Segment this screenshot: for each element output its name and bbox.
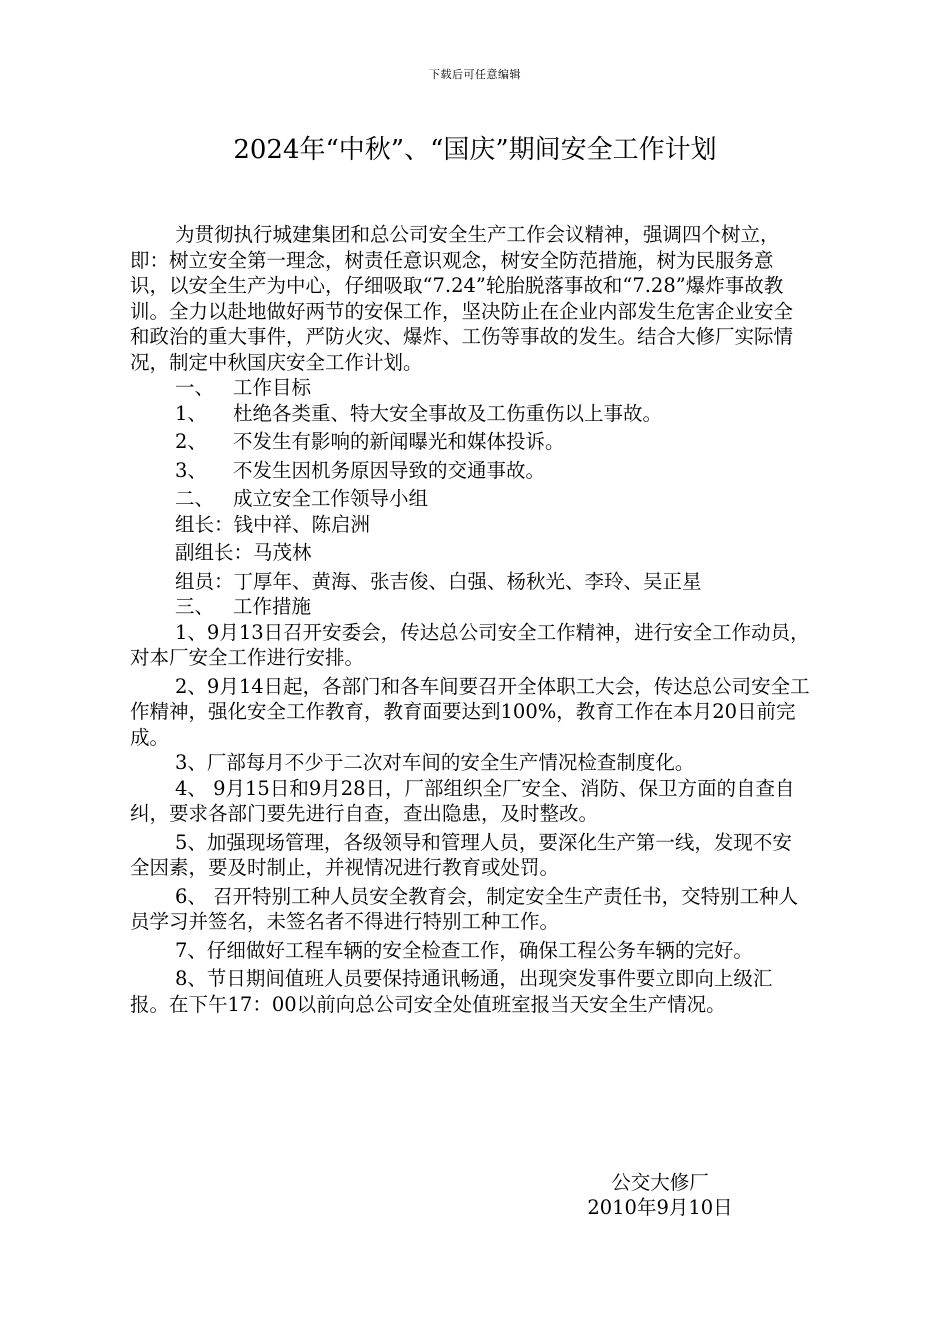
group-leader: 组长：钱中祥、陈启洲 [175, 512, 371, 536]
group-deputy: 副组长：马茂林 [175, 541, 312, 564]
section-title: 工作措施 [233, 595, 312, 618]
measure-item: 4、 9月15日和9月28日，厂部组织全厂安全、消防、保卫方面的自查自纠，要求各部门要先进行自查，查出隐患，及时整改。 [130, 776, 795, 825]
goal-number: 3、 [175, 458, 207, 482]
goal-number: 2、 [175, 430, 207, 453]
measure-item: 6、 召开特别工种人员安全教育会，制定安全生产责任书，交特别工种人员学习并签名，未签名者不得进行特别工种工作。 [130, 884, 799, 933]
section-number: 二、 [175, 487, 215, 510]
section-number: 三、 [175, 595, 215, 618]
signature-block [540, 1170, 780, 1220]
measure-item: 5、加强现场管理，各级领导和管理人员，要深化生产第一线，发现不安全因素，要及时制止，并视情况进行教育或处罚。 [130, 830, 792, 879]
goal-item [130, 401, 810, 427]
section-2-heading [130, 486, 810, 512]
goal-item [130, 429, 810, 455]
section-3-heading [130, 594, 810, 620]
measure-item: 1、9月13日召开安委会，传达总公司安全工作精神，进行安全工作动员，对本厂安全工作进行安排。 [130, 620, 810, 669]
group-members: 组员：丁厚年、黄海、张吉俊、白强、杨秋光、李玲、吴正星 [175, 569, 702, 593]
measure-item: 8、节日期间值班人员要保持通讯畅通，出现突发事件要立即向上级汇报。在下午17：00以前向总公司安全处值班室报当天安全生产情况。 [130, 967, 773, 1016]
goal-text: 杜绝各类重、特大安全事故及工伤重伤以上事故。 [233, 401, 663, 425]
goal-text: 不发生有影响的新闻曝光和媒体投诉。 [233, 430, 565, 453]
section-1-heading [130, 375, 810, 401]
section-title: 成立安全工作领导小组 [233, 487, 429, 510]
goal-text: 不发生因机务原因导致的交通事故。 [233, 458, 546, 482]
document-title: 2024年“中秋”、“国庆”期间安全工作计划 [233, 135, 717, 165]
signature-date: 2010年9月10日 [587, 1196, 733, 1219]
measure-item: 3、厂部每月不少于二次对车间的安全生产情况检查制度化。 [175, 751, 695, 774]
goal-item [130, 458, 810, 484]
section-title: 工作目标 [233, 376, 312, 399]
section-number: 一、 [175, 376, 215, 399]
measure-item: 7、仔细做好工程车辆的安全检查工作，确保工程公务车辆的完好。 [175, 938, 753, 962]
document-body [130, 222, 810, 1017]
measure-item: 2、9月14日起，各部门和各车间要召开全体职工大会，传达总公司安全工作精神，强化安全工作教育，教育面要达到100%，教育工作在本月20日前完成。 [130, 674, 810, 749]
signature-org: 公交大修厂 [611, 1171, 709, 1194]
header-note: 下载后可任意编辑 [429, 68, 521, 81]
goal-number: 1、 [175, 401, 207, 425]
intro-paragraph: 为贯彻执行城建集团和总公司安全生产工作会议精神，强调四个树立，即：树立安全第一理念，树责任意识观念，树安全防范措施，树为民服务意识，以安全生产为中心，仔细吸取“7.24”轮胎脱落事故和“7.28”爆炸事故教训。全力以赴地做好两节的安保工作，坚决防止在企业内部发生危害企业安全和政治的重大事件，严防火灾、爆炸、工伤等事故的发生。结合大修厂实际情况，制定中秋国庆安全工作计划。 [130, 223, 794, 374]
